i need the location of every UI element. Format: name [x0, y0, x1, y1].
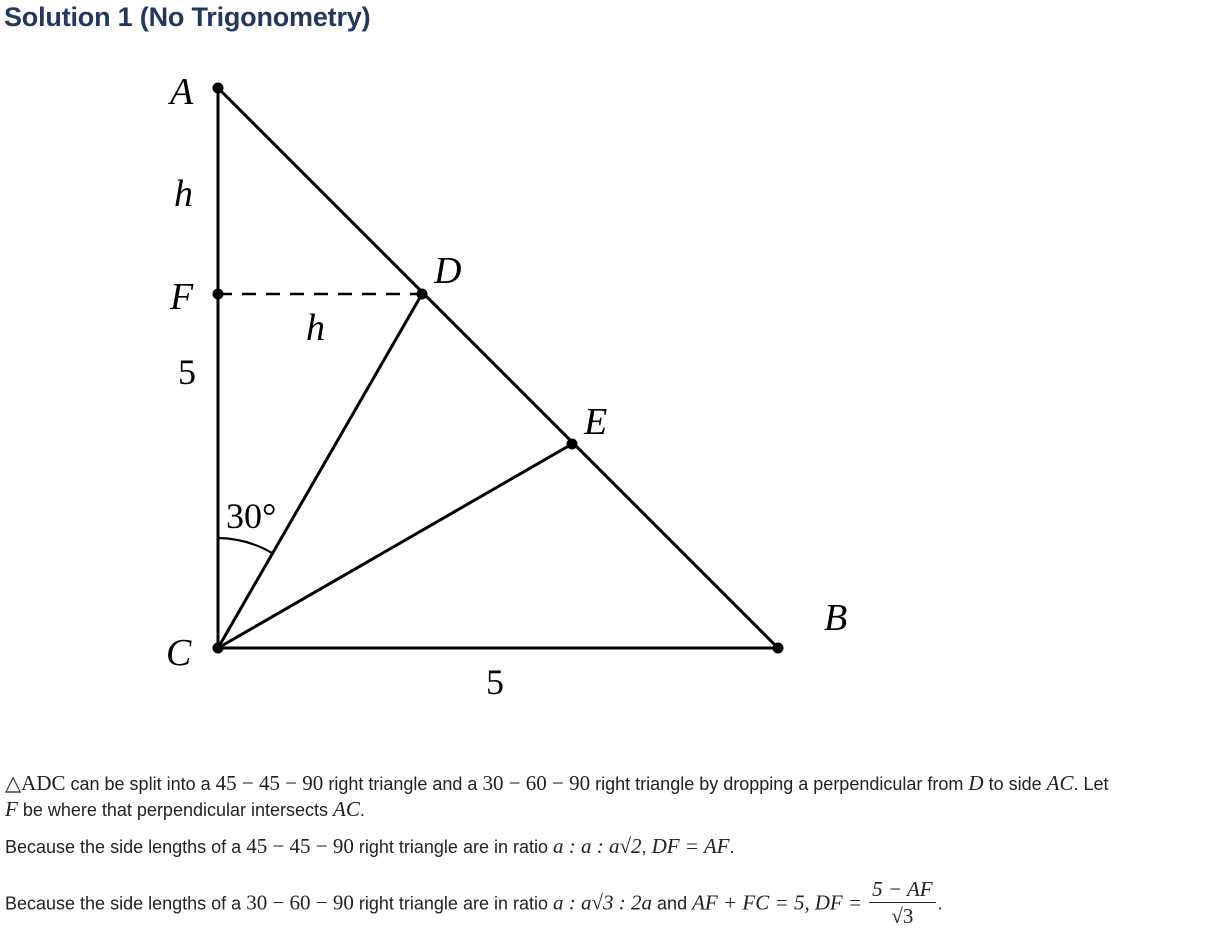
math-point-d: D	[968, 771, 984, 795]
point-c	[213, 643, 224, 654]
label-b: B	[824, 597, 848, 639]
math-df-eq: DF =	[814, 890, 863, 915]
text-p2-mid: right triangle are in ratio	[358, 837, 548, 857]
text-p1b-end: .	[359, 800, 365, 820]
label-d: D	[434, 250, 462, 292]
point-a	[213, 83, 224, 94]
text-p3-end: .	[937, 893, 943, 914]
label-h-fd: h	[306, 307, 325, 349]
label-h-af: h	[174, 173, 193, 215]
text-p3-and: and	[657, 893, 688, 914]
label-c: C	[166, 632, 192, 674]
math-frac-denominator: √3	[891, 904, 914, 928]
paragraph-1-line-2	[5, 796, 365, 823]
math-ratio-30: a : a√3 : 2a	[553, 890, 653, 915]
label-5-fc: 5	[178, 352, 196, 392]
math-side-ac: AC	[1046, 771, 1074, 795]
math-triangle-adc: △ADC	[5, 771, 66, 795]
text-p3-mid: right triangle are in ratio	[358, 893, 548, 914]
point-f	[213, 289, 224, 300]
text-p1-mid1: right triangle and a	[328, 774, 478, 794]
math-side-ac-2: AC	[333, 797, 360, 821]
math-454590: 45 − 45 − 90	[215, 771, 324, 795]
label-5-cb: 5	[486, 662, 504, 702]
label-e: E	[584, 401, 608, 443]
point-e	[567, 439, 578, 450]
point-d	[417, 289, 428, 300]
math-306090: 30 − 60 − 90	[482, 771, 591, 795]
text-p1b-mid: be where that perpendicular intersects	[22, 800, 329, 820]
math-af-fc-5: AF + FC = 5,	[692, 890, 810, 915]
math-ratio-45: a : a : a√2	[553, 834, 642, 858]
math-306090-2: 30 − 60 − 90	[246, 890, 354, 915]
angle-arc	[218, 538, 272, 553]
math-frac-numerator: 5 − AF	[872, 877, 933, 901]
paragraph-3	[5, 879, 943, 930]
paragraph-2	[5, 833, 735, 860]
segment-ab	[218, 88, 778, 648]
paragraph-1-line-1	[5, 770, 1109, 797]
label-a: A	[170, 71, 194, 113]
label-f: F	[170, 276, 194, 318]
math-df-eq-af: DF = AF	[651, 834, 730, 858]
text-p1-mid2: right triangle by dropping a perpendicular from	[595, 774, 964, 794]
text-p2-period: .	[729, 837, 735, 857]
text-p1-prefix: can be split into a	[70, 774, 211, 794]
text-p2-end: ,	[641, 837, 647, 857]
solution-heading: Solution 1 (No Trigonometry)	[4, 2, 371, 32]
label-angle-30: 30°	[226, 496, 277, 536]
text-p1-end: . Let	[1073, 774, 1109, 794]
text-p2-prefix: Because the side lengths of a	[5, 837, 242, 857]
math-fraction	[869, 877, 935, 928]
segment-ce	[218, 444, 572, 648]
text-p3-prefix: Because the side lengths of a	[5, 893, 242, 914]
math-454590-2: 45 − 45 − 90	[246, 834, 354, 858]
math-point-f: F	[5, 797, 18, 821]
text-p1-mid3: to side	[988, 774, 1042, 794]
point-b	[773, 643, 784, 654]
